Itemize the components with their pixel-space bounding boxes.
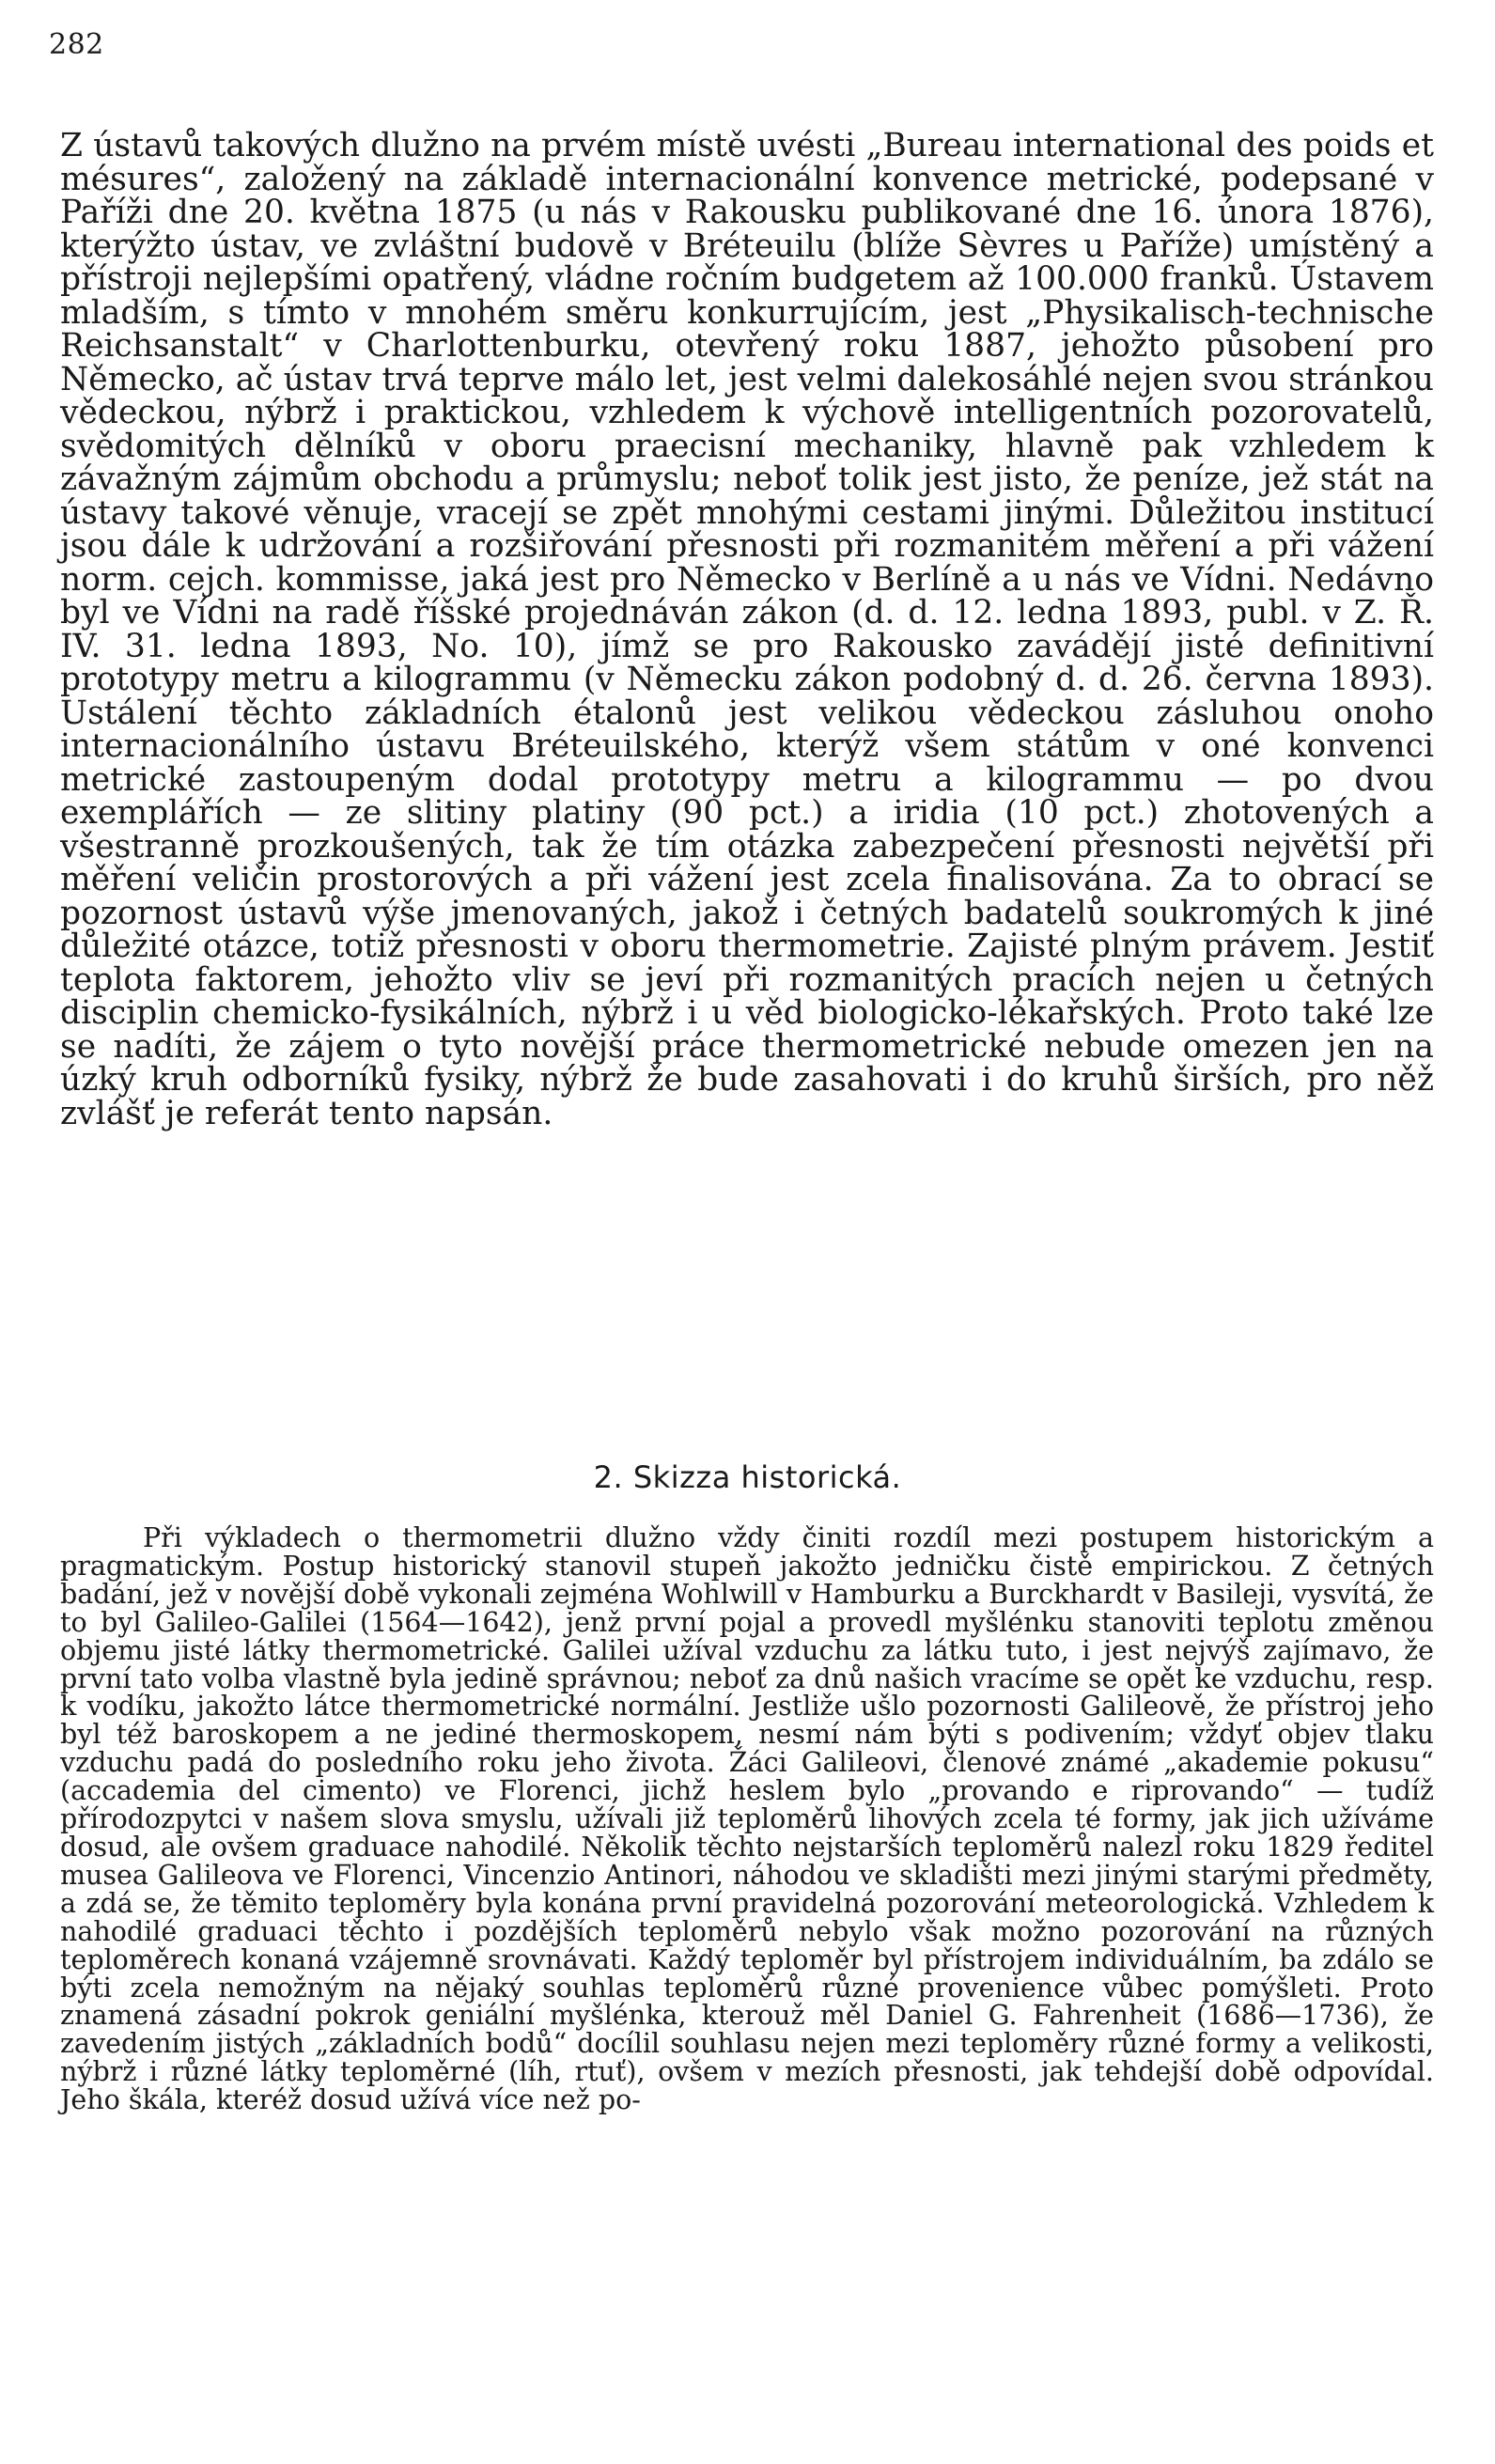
page-number: 282 bbox=[49, 28, 104, 61]
body-paragraph-history: Při výkladech o thermometrii dlužno vždy činiti rozdíl mezi postupem historickým a pragmatickým. Postup historický stanovil stupeň jakožto jedničku čistě empirickou. Z četných badání, jež v novější době vykonali zejména Wohlwill v Hamburku a Burckhardt v Basileji, vysvítá, že to byl Galileo-Galilei (1564—1642), jenž první pojal a provedl myšlénku stanoviti teplotu změnou objemu jisté látky thermometrické. Galilei užíval vzduchu za látku tuto, i jest nejvýš zajímavo, že první tato volba vlastně byla jedině správnou; neboť za dnů našich vracíme se opět ke vzduchu, resp. k vodíku, jakožto látce thermometrické normální. Jestliže ušlo pozornosti Galileově, že přístroj jeho byl též baroskopem a ne jediné thermoskopem, nesmí nám býti s podivením; vždyť objev tlaku vzduchu padá do posledního roku jeho života. Žáci Galileovi, členové známé „akademie pokusu“ (accademia del cimento) ve Florenci, jichž heslem bylo „provando e riprovando“ — tudíž přírodozpytci v našem slova smyslu, užívali již teploměrů lihových zcela té formy, jak jich užíváme dosud, ale ovšem graduace nahodilé. Několik těchto nejstarších teploměrů nalezl roku 1829 ředitel musea Galileova ve Florenci, Vincenzio Antinori, náhodou ve skladišti mezi jinými starými předměty, a zdá se, že těmito teploměry byla konána první pravidelná pozorování meteorologická. Vzhledem k nahodilé graduaci těchto i pozdějších teploměrů nebylo však možno pozorování na různých teploměrech konaná vzájemně srovnávati. Každý teploměr byl přístrojem individuálním, ba zdálo se býti zcela nemožným na nějaký souhlas teploměrů různé provenience vůbec pomýšleti. Proto znamená zásadní pokrok geniální myšlénka, kterouž měl Daniel G. Fahrenheit (1686—1736), že zavedením jistých „základních bodů“ docílil souhlasu nejen mezi teploměry různé formy a velikosti, nýbrž i různé látky teploměrné (líh, rtuť), ovšem v mezích přesnosti, jak tehdejší době odpovídal. Jeho škála, kteréž dosud užívá více než po- bbox=[60, 1522, 1434, 2116]
body-paragraph-institutes: Z ústavů takových dlužno na prvém místě uvésti „Bureau international des poids et mésures“, založený na základě internacionální konvence metrické, podepsané v Paříži dne 20. května 1875 (u nás v Rakousku publikované dne 16. února 1876), kterýžto ústav, ve zvláštní budově v Bréteuilu (blíže Sèvres u Paříže) umístěný a přístroji nejlepšími opatřený, vládne ročním budgetem až 100.000 franků. Ústavem mladším, s tímto v mnohém směru konkurrujícím, jest „Physikalisch-technische Reichsanstalt“ v Charlottenburku, otevřený roku 1887, jehožto působení pro Německo, ač ústav trvá teprve málo let, jest velmi dalekosáhlé nejen svou stránkou vědeckou, nýbrž i praktickou, vzhledem k výchově intelligentních pozorovatelů, svědomitých dělníků v oboru praecisní mechaniky, hlavně pak vzhledem k závažným zájmům obchodu a průmyslu; neboť tolik jest jisto, že peníze, jež stát na ústavy takové věnuje, vracejí se zpět mnohými cestami jinými. Důležitou institucí jsou dále k udržování a rozšiřování přesnosti při rozmanitém měření a při vážení norm. cejch. kommisse, jaká jest pro Německo v Berlíně a u nás ve Vídni. Nedávno byl ve Vídni na radě říšské projednáván zákon (d. d. 12. ledna 1893, publ. v Z. Ř. IV. 31. ledna 1893, No. 10), jímž se pro Rakousko zavádějí jisté definitivní prototypy metru a kilogrammu (v Německu zákon podobný d. d. 26. června 1893). Ustálení těchto základních étalonů jest velikou vědeckou zásluhou onoho internacionálního ústavu Bréteuilského, kterýž všem státům v oné konvenci metrické zastoupeným dodal prototypy metru a kilogrammu — po dvou exemplářích — ze slitiny platiny (90 pct.) a iridia (10 pct.) zhotovených a všestranně prozkoušených, tak že tím otázka zabezpečení přesnosti největší při měření veličin prostorových a při vážení jest zcela finalisována. Za to obrací se pozornost ústavů výše jmenovaných, jakož i četných badatelů soukromých k jiné důležité otázce, totiž přesnosti v oboru thermometrie. Zajisté plným právem. Jestiť teplota faktorem, jehožto vliv se jeví při rozmanitých pracích nejen u četných disciplin chemicko-fysikálních, nýbrž i u věd biologicko-lékařských. Proto také lze se nadíti, že zájem o tyto novější práce thermometrické nebude omezen jen na úzký kruh odborníků fysiky, nýbrž že bude zasahovati i do kruhů širších, pro něž zvlášť je referát tento napsán. bbox=[60, 127, 1434, 1132]
section-heading: 2. Skizza historická. bbox=[593, 1459, 902, 1495]
